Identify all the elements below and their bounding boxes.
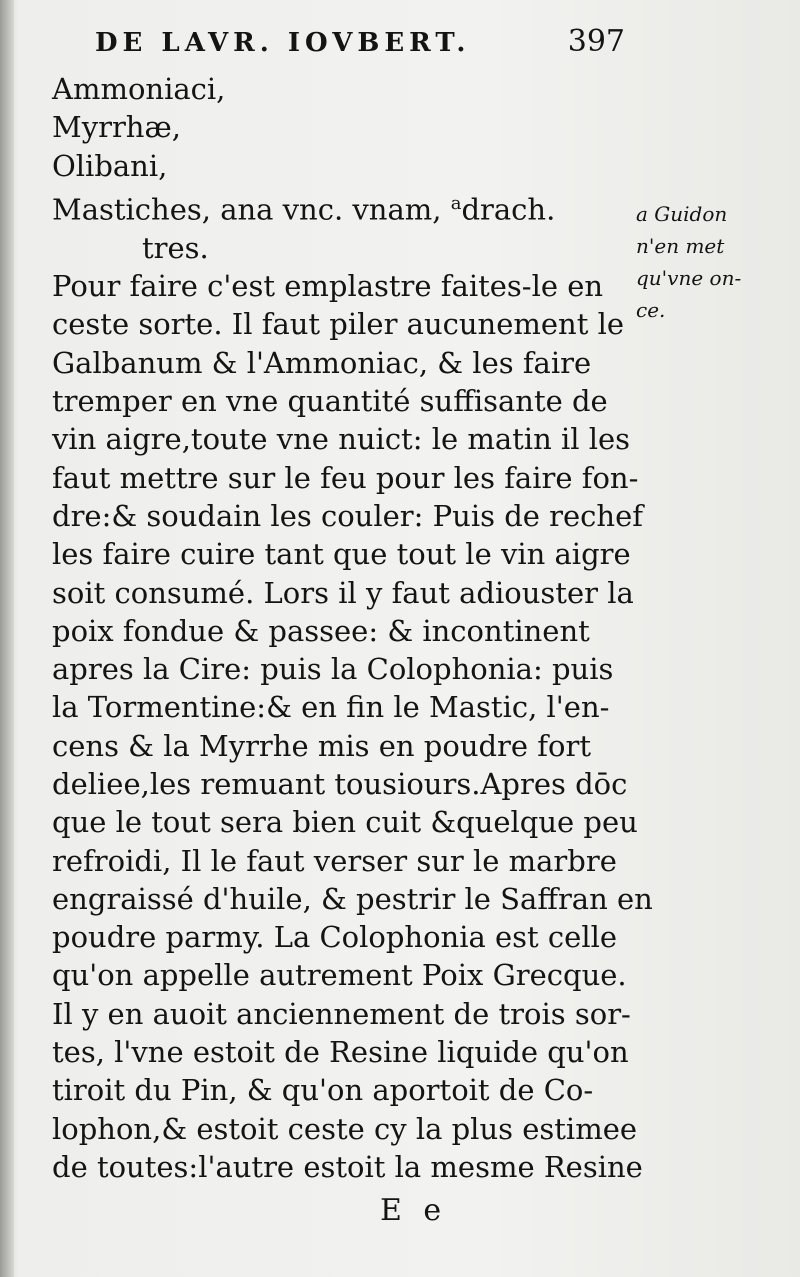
paragraph-line: Il y en auoit anciennement de trois sor- (52, 996, 631, 1031)
paragraph-line: qu'on appelle autrement Poix Grecque. (52, 958, 627, 993)
recipe-line-text: Mastiches, ana vnc. vnam, (52, 192, 442, 227)
recipe-line (52, 185, 612, 229)
recipe-line: Ammoniaci, (52, 72, 226, 106)
paragraph-line: soit consumé. Lors il y faut adiouster la (52, 575, 634, 610)
paragraph-line: deliee,les remuant tousiours.Apres dōc (52, 767, 628, 801)
paragraph-line: de toutes:l'autre estoit la mesme Resine (52, 1149, 643, 1184)
main-text (52, 70, 653, 1186)
paragraph-line: la Tormentine:& en fin le Mastic, l'en- (52, 690, 610, 725)
recipe-line: tres. (142, 230, 209, 265)
paragraph-line: lophon,& estoit ceste cy la plus estimee (52, 1111, 638, 1146)
recipe-line: Myrrhæ, (52, 110, 181, 145)
paragraph-line: poix fondue & passee: & incontinent (52, 613, 590, 648)
margin-note-line: ce. (636, 298, 666, 322)
margin-note (636, 198, 786, 326)
page-header (95, 22, 625, 62)
paragraph-line: vin aigre,toute vne nuict: le matin il les (52, 422, 631, 457)
paragraph-line: engraissé d'huile, & pestrir le Saffran en (52, 881, 653, 916)
recipe-line-text: drach. (461, 192, 556, 227)
paragraph-line: ceste sorte. Il faut piler aucunement le (52, 307, 625, 342)
paragraph-line: poudre parmy. La Colophonia est celle (52, 920, 618, 955)
signature-mark: E e (380, 1193, 448, 1228)
footnote-mark: a (450, 192, 462, 214)
paragraph-line: Pour faire c'est emplastre faites-le en (52, 269, 604, 304)
paragraph-line: tiroit du Pin, & qu'on aportoit de Co- (52, 1073, 594, 1108)
running-head: DE LAVR. IOVBERT. (95, 28, 471, 58)
paragraph-line: apres la Cire: puis la Colophonia: puis (52, 652, 614, 687)
margin-note-line: n'en met (636, 234, 725, 258)
paragraph-line: Galbanum & l'Ammoniac, & les faire (52, 345, 592, 380)
recipe-line: Olibani, (52, 148, 168, 183)
paragraph-line: tremper en vne quantité suffisante de (52, 384, 608, 419)
page-number: 397 (567, 24, 625, 59)
paragraph-line: cens & la Myrrhe mis en poudre fort (52, 728, 592, 763)
paragraph-line: dre:& soudain les couler: Puis de rechef (52, 498, 643, 533)
margin-note-line: a Guidon (636, 202, 728, 226)
paragraph-line: les faire cuire tant que tout le vin aigre (52, 537, 631, 572)
margin-note-line: qu'vne on- (636, 266, 742, 290)
paragraph-line: que le tout sera bien cuit &quelque peu (52, 805, 638, 840)
paragraph-line: tes, l'vne estoit de Resine liquide qu'on (52, 1035, 629, 1070)
paragraph-line: faut mettre sur le feu pour les faire fon- (52, 460, 639, 495)
page-gutter-edge (0, 0, 14, 1277)
paragraph-line: refroidi, Il le faut verser sur le marbre (52, 843, 617, 878)
